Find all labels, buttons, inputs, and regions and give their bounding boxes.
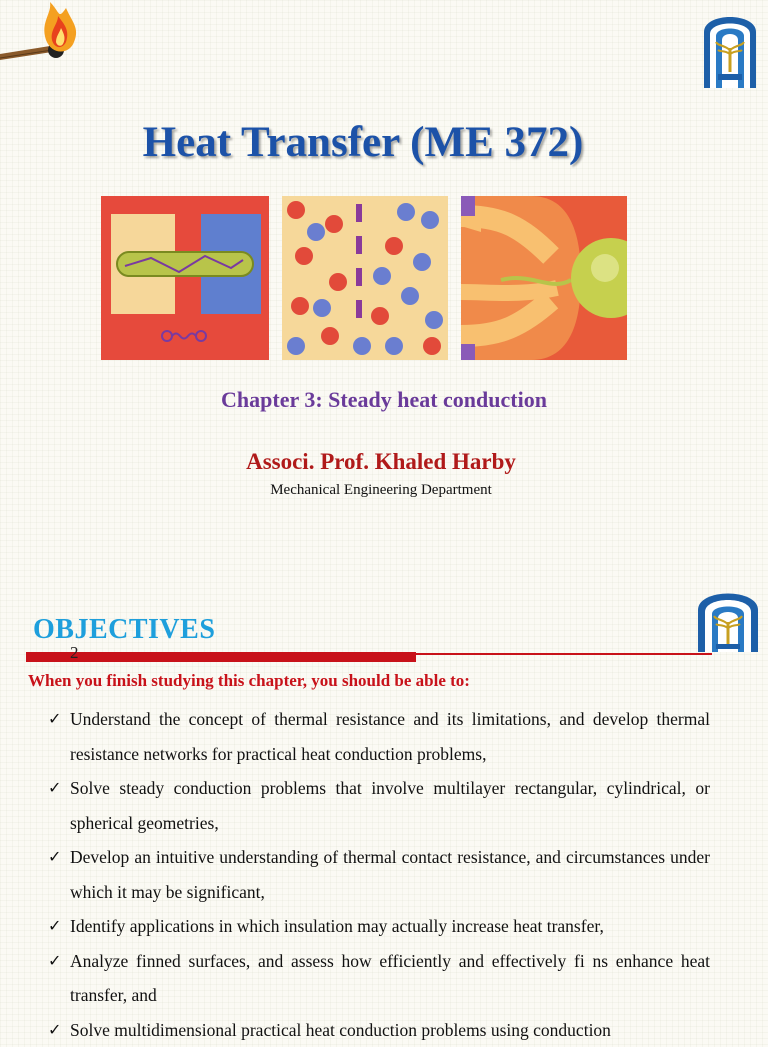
list-item: ✓ Understand the concept of thermal resistance and its limitations, and develop thermal resistance networks for practical heat conduction problems, bbox=[48, 702, 710, 771]
checkmark-icon: ✓ bbox=[48, 771, 61, 806]
objectives-heading: OBJECTIVES bbox=[33, 614, 215, 646]
department-name: Mechanical Engineering Department bbox=[0, 482, 762, 499]
university-logo-icon bbox=[696, 584, 760, 654]
course-title: Heat Transfer (ME 372) bbox=[0, 118, 726, 167]
objectives-slide bbox=[0, 540, 768, 1024]
list-item: ✓ Develop an intuitive understanding of thermal contact resistance, and circumstances under which it may be significant, bbox=[48, 840, 710, 909]
conduction-illustration bbox=[101, 196, 269, 360]
chapter-title: Chapter 3: Steady heat conduction bbox=[0, 387, 768, 413]
convection-illustration bbox=[461, 196, 627, 360]
burning-match-icon bbox=[0, 0, 90, 72]
list-item: ✓ Solve steady conduction problems that involve multilayer rectangular, cylindrical, or spherical geometries, bbox=[48, 771, 710, 840]
university-logo-icon bbox=[700, 2, 760, 90]
list-item: ✓ Solve multidimensional practical heat conduction problems using conduction bbox=[48, 1013, 710, 1047]
diffusion-illustration bbox=[282, 196, 448, 360]
objectives-intro: When you finish studying this chapter, you should be able to: bbox=[28, 671, 470, 691]
objectives-list bbox=[48, 702, 710, 1047]
checkmark-icon: ✓ bbox=[48, 702, 61, 737]
checkmark-icon: ✓ bbox=[48, 909, 61, 944]
list-item: ✓ Identify applications in which insulation may actually increase heat transfer, bbox=[48, 909, 710, 944]
author-name: Associ. Prof. Khaled Harby bbox=[0, 449, 762, 475]
heading-red-bar bbox=[26, 652, 416, 662]
checkmark-icon: ✓ bbox=[48, 944, 61, 979]
slide-number: 2 bbox=[70, 643, 79, 663]
checkmark-icon: ✓ bbox=[48, 840, 61, 875]
checkmark-icon: ✓ bbox=[48, 1013, 61, 1047]
list-item: ✓ Analyze finned surfaces, and assess how efficiently and effectively fi ns enhance heat transfer, and bbox=[48, 944, 710, 1013]
